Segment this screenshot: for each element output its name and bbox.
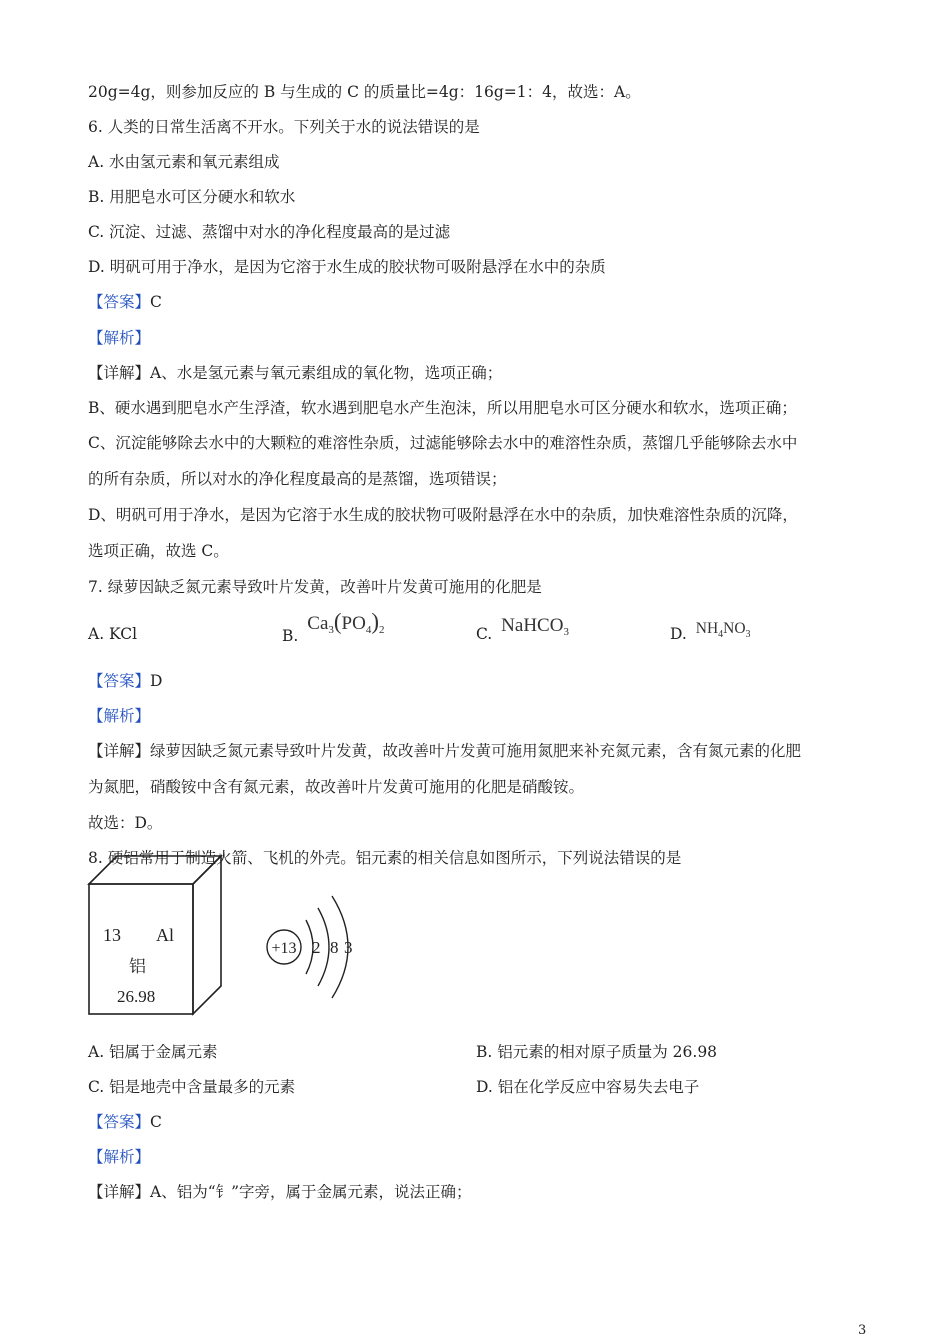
detail-text: A、水是氢元素与氧元素组成的氧化物，选项正确； xyxy=(150,364,503,382)
formula-part: NaHCO xyxy=(501,615,564,636)
formula-sub: 3 xyxy=(328,624,334,636)
question-8-option-c: C. 铝是地壳中含量最多的元素 xyxy=(88,1078,296,1096)
answer-8 xyxy=(88,1112,162,1132)
detail-6-line-5: D、明矾可用于净水，是因为它溶于水生成的胶状物可吸附悬浮在水中的杂质，加快难溶性杂质的沉降， xyxy=(88,506,798,524)
formula-paren: ) xyxy=(371,609,380,634)
detail-7-line-1 xyxy=(88,741,801,761)
analysis-6 xyxy=(88,328,150,348)
detail-7-line-3: 故选：D。 xyxy=(88,814,163,832)
card-top-face xyxy=(89,856,221,884)
question-7-option-b xyxy=(282,609,385,652)
answer-value: C xyxy=(150,1113,162,1131)
question-6-option-c: C. 沉淀、过滤、蒸馏中对水的净化程度最高的是过滤 xyxy=(88,223,451,241)
formula-b xyxy=(307,609,385,636)
question-8: 8. 硬铝常用于制造火箭、飞机的外壳。铝元素的相关信息如图所示，下列说法错误的是 xyxy=(88,849,682,867)
formula-sub: 4 xyxy=(718,629,724,640)
shell-electron-count: 3 xyxy=(344,938,353,957)
formula-part: NH xyxy=(695,620,719,637)
detail-tag: 【详解】 xyxy=(88,1183,151,1201)
text-line: 20g=4g，则参加反应的 B 与生成的 C 的质量比=4g：16g=1：4，故选：A。 xyxy=(88,83,641,101)
answer-value: D xyxy=(150,672,163,690)
card-side-face xyxy=(193,856,221,1014)
detail-6-line-3: C、沉淀能够除去水中的大颗粒的难溶性杂质，过滤能够除去水中的难溶性杂质，蒸馏几乎能够除去水中 xyxy=(88,434,798,452)
shell-electron-count: 2 xyxy=(312,938,321,957)
page-number: 3 xyxy=(858,1323,867,1338)
detail-tag: 【详解】 xyxy=(88,364,151,382)
detail-tag: 【详解】 xyxy=(88,742,151,760)
answer-7 xyxy=(88,671,162,691)
detail-6-line-2: B、硬水遇到肥皂水产生浮渣，软水遇到肥皂水产生泡沫，所以用肥皂水可区分硬水和软水，选项正确； xyxy=(88,399,797,417)
element-name: 铝 xyxy=(129,957,146,976)
formula-sub: 3 xyxy=(745,629,751,640)
answer-6 xyxy=(88,292,162,312)
detail-7-line-2: 为氮肥，硝酸铵中含有氮元素，故改善叶片发黄可施用的化肥是硝酸铵。 xyxy=(88,778,585,796)
analysis-tag: 【解析】 xyxy=(88,329,151,347)
detail-6-line-6: 选项正确，故选 C。 xyxy=(88,542,229,560)
detail-text: 绿萝因缺乏氮元素导致叶片发黄，故改善叶片发黄可施用氮肥来补充氮元素，含有氮元素的化肥 xyxy=(150,742,802,760)
question-8-option-a: A. 铝属于金属元素 xyxy=(88,1043,218,1061)
answer-tag: 【答案】 xyxy=(88,672,151,690)
answer-tag: 【答案】 xyxy=(88,1113,151,1131)
element-symbol: Al xyxy=(156,925,174,945)
question-7: 7. 绿萝因缺乏氮元素导致叶片发黄，改善叶片发黄可施用的化肥是 xyxy=(88,578,542,596)
option-label: B. xyxy=(282,627,299,645)
option-label: D. xyxy=(670,625,687,643)
question-8-option-b: B. 铝元素的相对原子质量为 26.98 xyxy=(476,1043,718,1061)
question-8-option-d: D. 铝在化学反应中容易失去电子 xyxy=(476,1078,700,1096)
formula-part: NO xyxy=(723,620,746,637)
answer-value: C xyxy=(150,293,162,311)
shell-electron-count: 8 xyxy=(330,938,339,957)
detail-8-line-1 xyxy=(88,1182,472,1202)
question-6-option-b: B. 用肥皂水可区分硬水和软水 xyxy=(88,188,296,206)
atomic-number: 13 xyxy=(103,925,121,945)
formula-part: Ca xyxy=(307,613,329,634)
detail-text: A、铝为“钅”字旁，属于金属元素，说法正确； xyxy=(150,1183,472,1201)
answer-tag: 【答案】 xyxy=(88,293,151,311)
analysis-tag: 【解析】 xyxy=(88,1148,151,1166)
analysis-8 xyxy=(88,1147,150,1167)
question-6-option-d: D. 明矾可用于净水，是因为它溶于水生成的胶状物可吸附悬浮在水中的杂质 xyxy=(88,258,606,276)
formula-c xyxy=(501,615,569,636)
question-7-option-a: A. KCl xyxy=(88,625,138,643)
nucleus-charge: +13 xyxy=(271,940,297,957)
analysis-tag: 【解析】 xyxy=(88,707,151,725)
formula-sub: 4 xyxy=(365,624,372,636)
detail-6-line-4: 的所有杂质，所以对水的净化程度最高的是蒸馏，选项错误； xyxy=(88,470,507,488)
atomic-mass: 26.98 xyxy=(117,987,156,1006)
aluminum-figure xyxy=(86,852,376,1022)
atomic-structure-diagram xyxy=(267,896,353,998)
formula-paren: ( xyxy=(333,609,342,634)
formula-sub: 3 xyxy=(563,626,569,638)
question-6-option-a: A. 水由氢元素和氧元素组成 xyxy=(88,153,280,171)
analysis-7 xyxy=(88,706,150,726)
question-6: 6. 人类的日常生活离不开水。下列关于水的说法错误的是 xyxy=(88,118,480,136)
formula-d xyxy=(695,620,751,640)
formula-sub: 2 xyxy=(379,624,385,636)
detail-6-line-1 xyxy=(88,363,502,383)
formula-part: PO xyxy=(341,613,366,634)
question-7-option-c xyxy=(476,615,569,650)
option-label: C. xyxy=(476,625,493,643)
question-7-option-d xyxy=(670,620,751,651)
